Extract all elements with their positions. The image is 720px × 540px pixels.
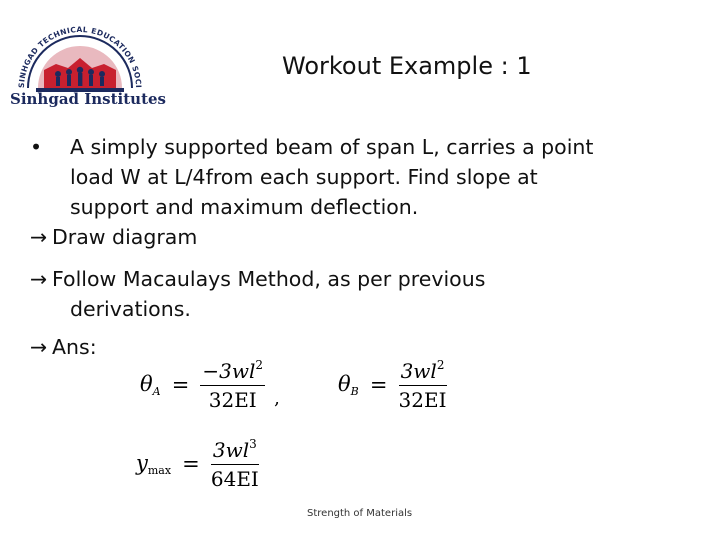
- formula-lhs: θ: [338, 372, 351, 396]
- formula-denominator: 32EI: [208, 388, 257, 412]
- bullet-line: [30, 132, 700, 162]
- step-text-1: Draw diagram: [52, 225, 198, 249]
- logo-emblem: [6, 10, 156, 100]
- formula-lhs: y: [136, 451, 148, 475]
- slide-title: Workout Example : 1: [282, 52, 532, 80]
- step-text-3: derivations.: [70, 297, 191, 321]
- formula-exponent: 3: [249, 437, 257, 451]
- formula-theta-b: $\theta_B$ = $\frac{3wl^2}{32EI}$: [338, 358, 447, 412]
- formula-lhs: θ: [140, 372, 153, 396]
- bullet-dot: •: [30, 135, 43, 159]
- formula-lhs-sub: B: [350, 385, 359, 398]
- bullet-line: [30, 162, 700, 192]
- formula-denominator: 64EI: [210, 467, 259, 491]
- bullet-text-1: A simply supported beam of span L, carries a point: [70, 135, 594, 159]
- step-line: [30, 264, 700, 294]
- logo-name: Sinhgad Institutes: [10, 90, 167, 108]
- formula-comma: ,: [274, 387, 280, 409]
- logo-arc-text: SINHGAD TECHNICAL EDUCATION SOCI: [16, 24, 144, 89]
- formula-ymax: $y_{max}$ = $\frac{3wl^3}{64EI}$: [136, 437, 259, 491]
- formula-lhs-sub: A: [152, 385, 161, 398]
- formula-numerator: 3wl: [400, 359, 437, 383]
- step-line: [30, 294, 700, 324]
- formula-lhs-sub: max: [147, 464, 172, 477]
- formula-numerator: −3wl: [202, 359, 256, 383]
- formula-numerator: 3wl: [212, 438, 250, 462]
- formula-exponent: 2: [255, 358, 264, 372]
- arrow-right-icon: →: [30, 225, 48, 249]
- step-line: [30, 222, 700, 252]
- formula-denominator: 32EI: [398, 388, 447, 412]
- bullet-text-2: load W at L/4from each support. Find slope at: [70, 165, 538, 189]
- step-text-4: Ans:: [52, 335, 97, 359]
- slide-footer: Strength of Materials: [307, 508, 413, 519]
- step-text-2: Follow Macaulays Method, as per previous: [52, 267, 486, 291]
- slide-body: [30, 132, 700, 362]
- bullet-text-3: support and maximum deflection.: [70, 195, 419, 219]
- bullet-line: [30, 192, 700, 222]
- arrow-right-icon: →: [30, 267, 48, 291]
- formula-exponent: 2: [436, 358, 445, 372]
- institute-logo: [6, 10, 167, 112]
- arrow-right-icon: →: [30, 335, 48, 359]
- formula-theta-a: $\theta_A$ = $\frac{-3wl^2}{32EI}$ ,: [140, 358, 280, 412]
